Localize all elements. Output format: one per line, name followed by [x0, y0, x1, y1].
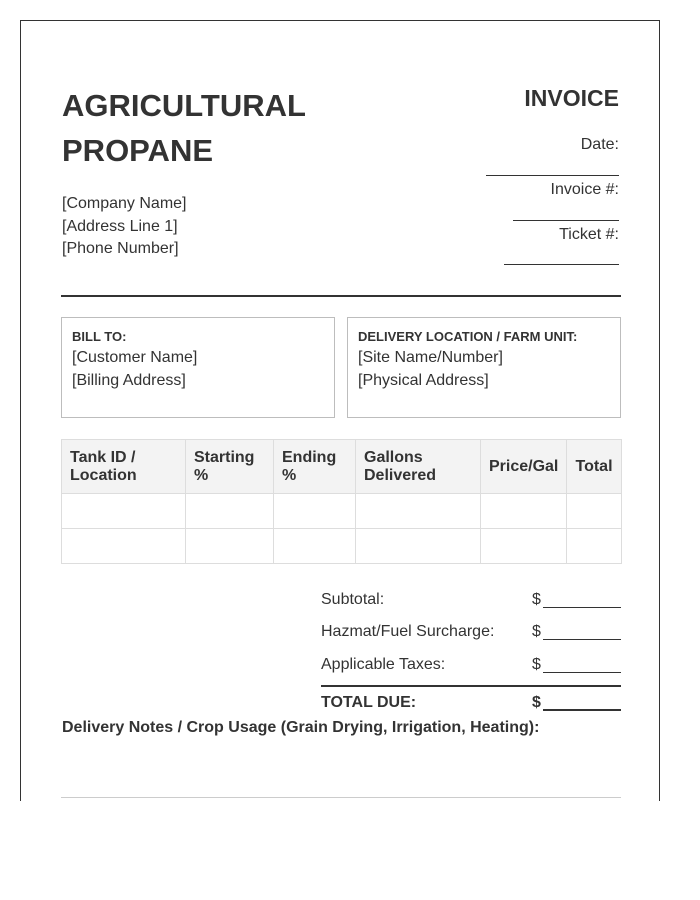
physical-address: [Physical Address] [358, 372, 489, 389]
title-line-2: PROPANE [62, 133, 214, 168]
total-due-currency: $ [532, 694, 541, 711]
header-divider [61, 295, 621, 297]
table-header-row [62, 440, 622, 494]
ticket-number-field-line[interactable] [504, 264, 619, 265]
table-cell[interactable] [274, 529, 356, 564]
table-cell[interactable] [62, 494, 186, 529]
billing-address: [Billing Address] [72, 372, 186, 389]
table-row [62, 529, 622, 564]
table-cell[interactable] [481, 494, 567, 529]
company-title [62, 83, 306, 173]
invoice-number-label: Invoice #: [550, 181, 619, 198]
table-cell[interactable] [567, 529, 622, 564]
header-ending-percent: Ending % [274, 440, 356, 494]
table-row [62, 494, 622, 529]
table-cell[interactable] [356, 529, 481, 564]
header-starting-percent: Starting % [186, 440, 274, 494]
surcharge-field-line[interactable] [543, 639, 621, 640]
company-phone: [Phone Number] [62, 240, 179, 257]
subtotal-currency: $ [532, 591, 541, 608]
table-cell[interactable] [567, 494, 622, 529]
header-gallons-delivered: Gallons Delivered [356, 440, 481, 494]
surcharge-label: Hazmat/Fuel Surcharge: [321, 623, 495, 640]
delivery-location-box [347, 317, 621, 418]
company-address: [Address Line 1] [62, 217, 178, 235]
delivery-notes-line[interactable] [61, 797, 621, 798]
taxes-label: Applicable Taxes: [321, 656, 446, 673]
table-cell[interactable] [274, 494, 356, 529]
delivery-heading: DELIVERY LOCATION / FARM UNIT: [358, 329, 578, 344]
table-cell[interactable] [62, 529, 186, 564]
site-name: [Site Name/Number] [358, 349, 503, 366]
total-due-label: TOTAL DUE: [321, 694, 417, 711]
taxes-field-line[interactable] [543, 672, 621, 673]
company-name: [Company Name] [62, 195, 187, 212]
surcharge-currency: $ [532, 623, 541, 640]
bill-to-box [61, 317, 335, 418]
date-label: Date: [580, 136, 619, 153]
subtotal-label: Subtotal: [321, 591, 385, 608]
table-cell[interactable] [186, 494, 274, 529]
ticket-number-label: Ticket #: [559, 226, 619, 243]
bill-to-heading: BILL TO: [72, 329, 127, 344]
header-price-per-gallon: Price/Gal [481, 440, 567, 494]
total-separator [321, 685, 621, 687]
header-tank-location: Tank ID / Location [62, 440, 186, 494]
invoice-page [20, 20, 660, 801]
invoice-heading: INVOICE [524, 85, 619, 111]
customer-name: [Customer Name] [72, 349, 198, 366]
company-info [62, 193, 187, 261]
total-due-field-line[interactable] [543, 709, 621, 711]
invoice-number-field-line[interactable] [513, 220, 619, 221]
table-cell[interactable] [186, 529, 274, 564]
taxes-currency: $ [532, 656, 541, 673]
delivery-notes-label: Delivery Notes / Crop Usage (Grain Drying, Irrigation, Heating): [62, 719, 540, 736]
table-cell[interactable] [481, 529, 567, 564]
line-items-table [61, 439, 622, 564]
header-total: Total [567, 440, 622, 494]
table-cell[interactable] [356, 494, 481, 529]
date-field-line[interactable] [486, 175, 619, 176]
subtotal-field-line[interactable] [543, 607, 621, 608]
title-line-1: AGRICULTURAL [62, 88, 306, 123]
